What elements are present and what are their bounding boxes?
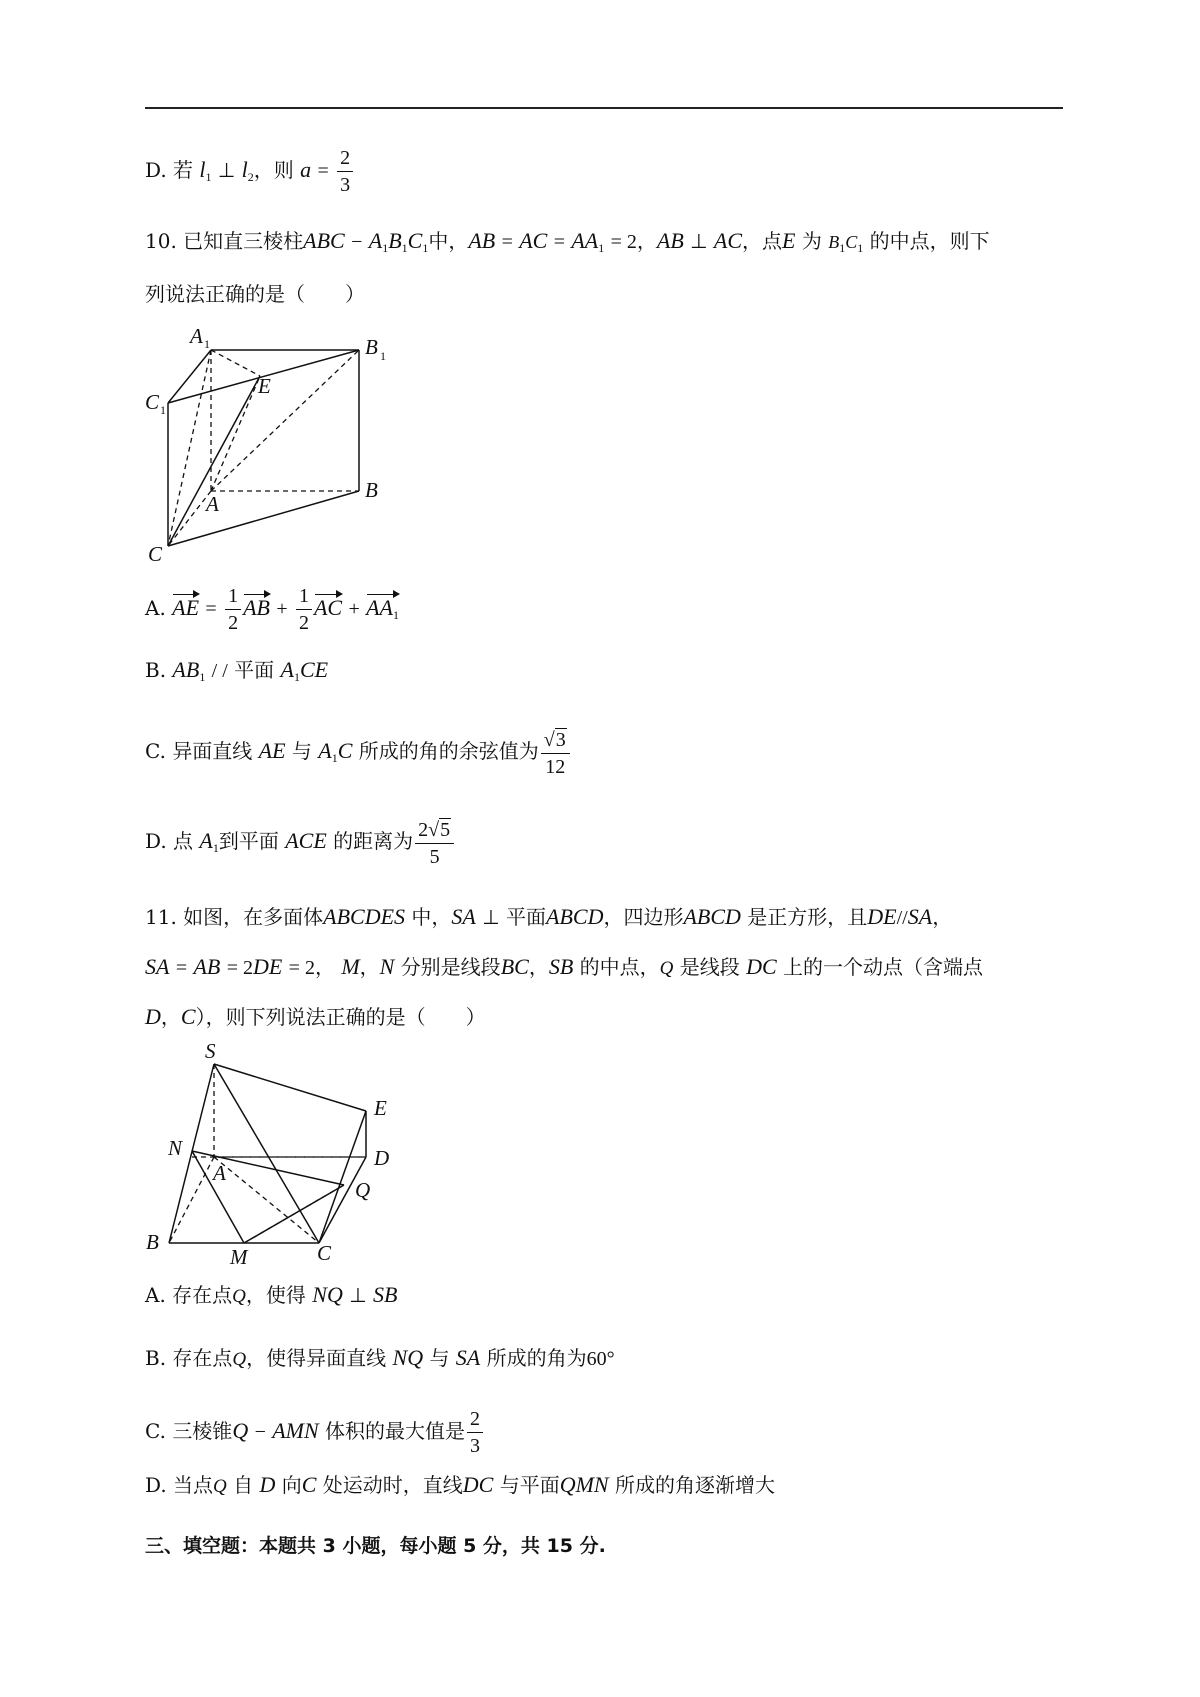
label-c1-sub: 1 [160, 403, 166, 417]
fraction: $\frac{2}{3}$ [337, 148, 353, 195]
q10-option-a: A. AE = $\frac{1}{2}$ AB + $\frac{1}{2}$ AC + $AA_1$ [145, 585, 399, 634]
q10-stem-line1: 10. 已知直三棱柱ABC − $A_1B_1C_1$中，AB = AC = $AA_1 = 2$，AB ⊥ AC，点E 为 $B_1C_1$ 的中点，则下 [145, 228, 990, 255]
q11-option-d: D. 当点Q 自 D 向C 处运动时，直线DC 与平面QMN 所成的角逐渐增大 [145, 1472, 775, 1497]
q10-option-c: C. 异面直线 AE 与 $A_1C$ 所成的角的余弦值为 $\frac{√3}{12}$ [145, 728, 572, 777]
q11-option-b: B. 存在点Q，使得异面直线 NQ 与 SA 所成的角为60° [145, 1345, 615, 1370]
label-b: B [146, 1230, 159, 1254]
label-m: M [230, 1245, 248, 1265]
label-b1-sub: 1 [380, 349, 386, 363]
label-e: E [374, 1096, 387, 1120]
header-rule [145, 107, 1063, 109]
q11-stem-line1: 11. 如图，在多面体ABCDES 中，SA ⊥ 平面ABCD，四边形ABCD 是正方形，且DE//SA， [145, 904, 953, 929]
label-e: E [258, 374, 271, 398]
section-3-heading: 三、填空题：本题共 3 小题，每小题 5 分，共 15 分. [145, 1535, 606, 1557]
q10-option-d: D. 点 $A_1$到平面 ACE 的距离为 $\frac{2√5}{5}$ [145, 818, 456, 867]
label-b1: B [365, 335, 378, 359]
q11-stem-line3: D，C），则下列说法正确的是（ ） [145, 1004, 486, 1029]
q10-stem-line2: 列说法正确的是（ ） [145, 282, 365, 306]
label-c: C [317, 1241, 332, 1265]
q11-polyhedron-figure [140, 1040, 410, 1265]
q11-stem-line2: SA = AB = 2DE = 2， M，N 分别是线段BC，SB 的中点，Q 是线段 DC 上的一个动点（含端点 [145, 954, 983, 979]
label-a1: A [190, 325, 203, 348]
label-q: Q [355, 1178, 371, 1202]
q9-option-d: D. 若 $l_1$ ⊥ $l_2$，则 a = $\frac{2}{3}$ [145, 148, 355, 195]
label-a: A [206, 492, 219, 516]
q11-option-c: C. 三棱锥Q − AMN 体积的最大值是 $\frac{2}{3}$ [145, 1409, 485, 1456]
label-b: B [365, 478, 378, 502]
label-s: S [205, 1040, 216, 1063]
q10-prism-figure [140, 325, 410, 565]
label-c: C [148, 542, 163, 565]
label-d: D [374, 1146, 390, 1170]
q11-option-a: A. 存在点Q，使得 NQ ⊥ SB [145, 1282, 398, 1307]
label-a: A [213, 1161, 226, 1185]
label-a1-sub: 1 [204, 337, 210, 351]
label-n: N [168, 1136, 183, 1160]
q10-option-b: B. $AB_1$ / / 平面 $A_1CE$ [145, 657, 329, 684]
label-c1: C [145, 390, 160, 414]
